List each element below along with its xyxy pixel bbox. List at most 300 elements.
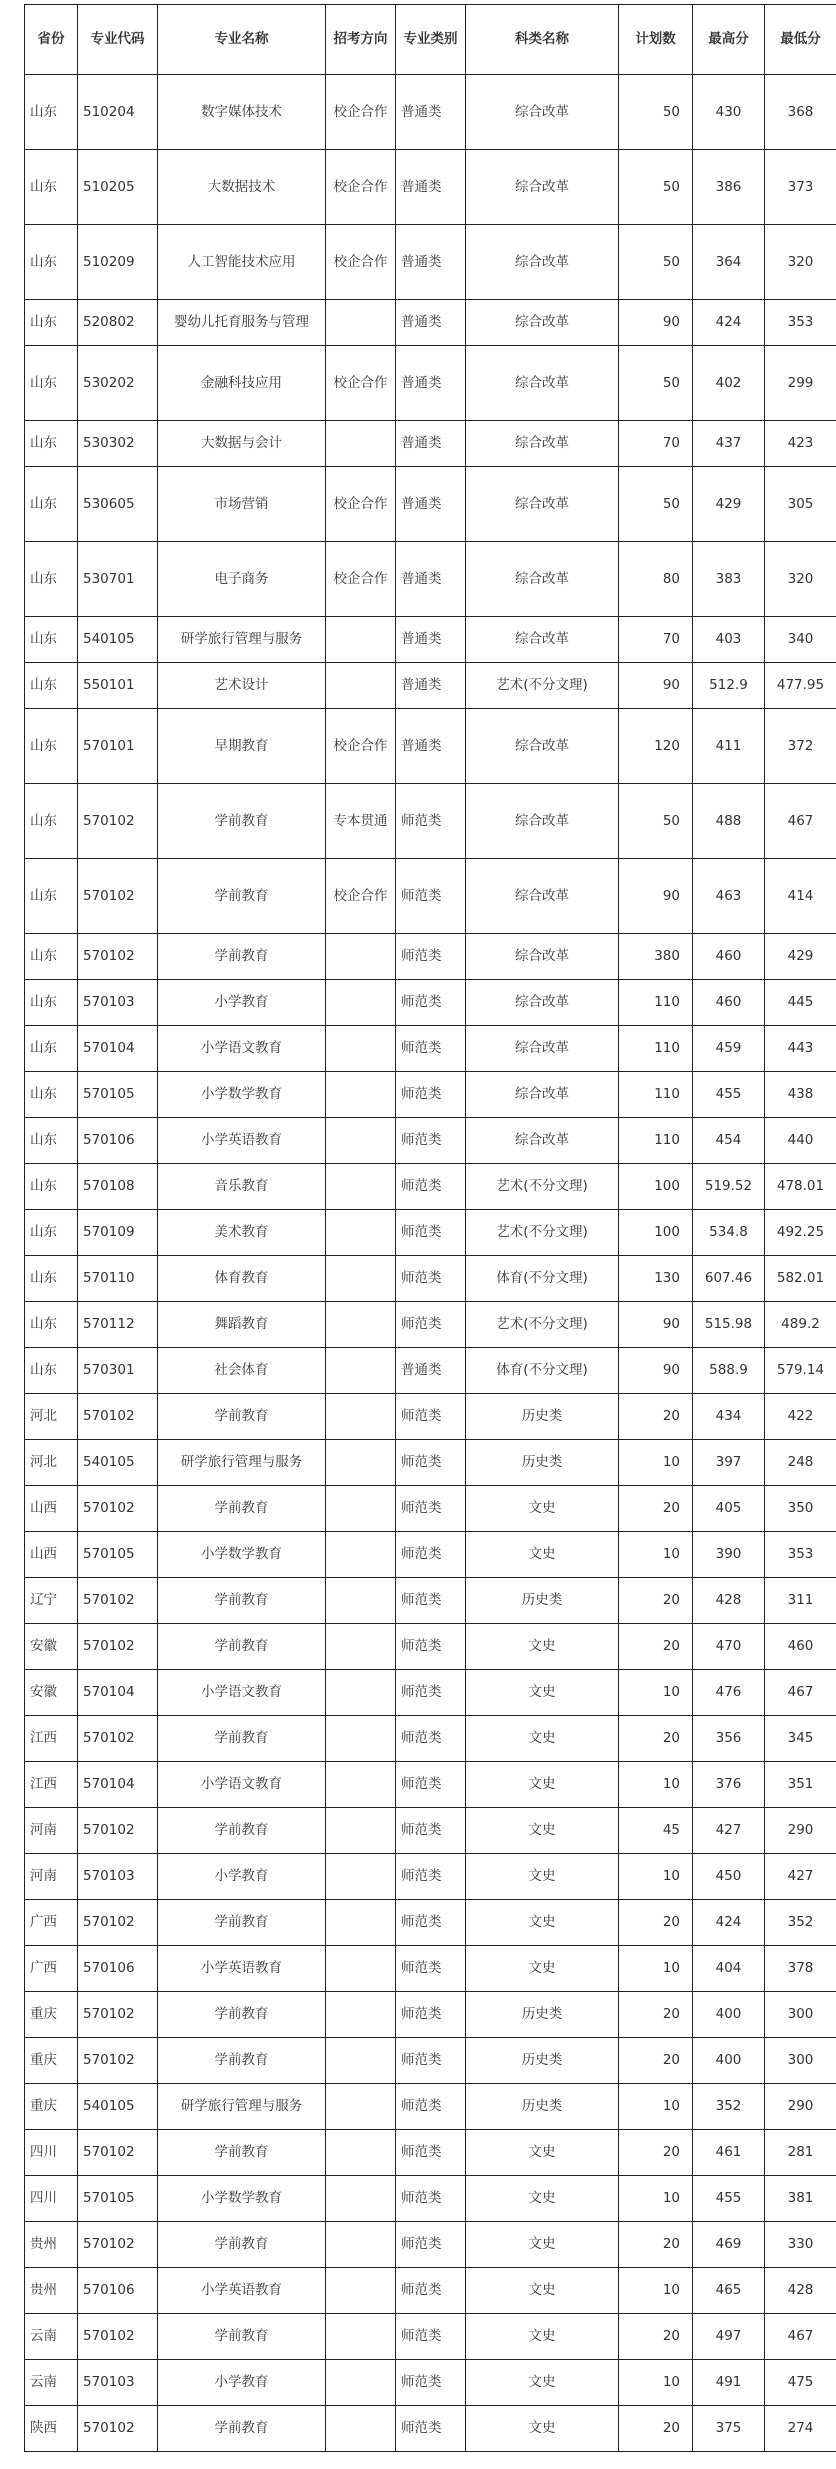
cell-major-code: 570102 (78, 2038, 158, 2084)
cell-major-category: 师范类 (396, 1808, 466, 1854)
cell-major-category: 师范类 (396, 1210, 466, 1256)
cell-major-name: 小学教育 (158, 980, 326, 1026)
cell-province: 广西 (25, 1900, 78, 1946)
cell-province: 河南 (25, 1854, 78, 1900)
cell-major-code: 570112 (78, 1302, 158, 1348)
cell-min-score: 274 (765, 2406, 836, 2452)
cell-admission-direction: 校企合作 (326, 709, 396, 784)
cell-major-name: 早期教育 (158, 709, 326, 784)
cell-province: 贵州 (25, 2222, 78, 2268)
cell-admission-direction (326, 300, 396, 346)
cell-major-code: 570102 (78, 1808, 158, 1854)
cell-major-category: 师范类 (396, 1440, 466, 1486)
cell-major-name: 学前教育 (158, 934, 326, 980)
table-row (25, 2222, 836, 2268)
cell-major-category: 普通类 (396, 150, 466, 225)
cell-min-score: 477.95 (765, 663, 836, 709)
cell-province: 河北 (25, 1440, 78, 1486)
cell-admission-direction (326, 1118, 396, 1164)
cell-subject-category: 文史 (466, 1716, 619, 1762)
cell-min-score: 492.25 (765, 1210, 836, 1256)
cell-min-score: 378 (765, 1946, 836, 1992)
cell-max-score: 455 (693, 1072, 765, 1118)
cell-major-code: 570102 (78, 2222, 158, 2268)
cell-province: 山东 (25, 225, 78, 300)
cell-plan-count: 100 (619, 1210, 693, 1256)
cell-major-code: 570102 (78, 1578, 158, 1624)
header-admission-direction: 招考方向 (326, 5, 396, 75)
cell-admission-direction (326, 1808, 396, 1854)
cell-max-score: 375 (693, 2406, 765, 2452)
cell-province: 山东 (25, 784, 78, 859)
cell-major-name: 学前教育 (158, 784, 326, 859)
cell-major-category: 普通类 (396, 542, 466, 617)
cell-major-name: 学前教育 (158, 1808, 326, 1854)
table-row (25, 421, 836, 467)
cell-major-category: 普通类 (396, 225, 466, 300)
table-row (25, 225, 836, 300)
cell-province: 山西 (25, 1486, 78, 1532)
cell-plan-count: 70 (619, 617, 693, 663)
cell-province: 山东 (25, 421, 78, 467)
cell-major-code: 570104 (78, 1670, 158, 1716)
cell-province: 山东 (25, 980, 78, 1026)
cell-subject-category: 文史 (466, 1624, 619, 1670)
cell-admission-direction: 校企合作 (326, 225, 396, 300)
cell-subject-category: 文史 (466, 2268, 619, 2314)
cell-subject-category: 综合改革 (466, 542, 619, 617)
cell-plan-count: 20 (619, 2038, 693, 2084)
cell-admission-direction (326, 1164, 396, 1210)
cell-major-category: 师范类 (396, 1762, 466, 1808)
cell-province: 山东 (25, 617, 78, 663)
cell-major-category: 师范类 (396, 1118, 466, 1164)
cell-max-score: 512.9 (693, 663, 765, 709)
cell-major-name: 音乐教育 (158, 1164, 326, 1210)
cell-plan-count: 50 (619, 467, 693, 542)
cell-major-category: 师范类 (396, 859, 466, 934)
cell-max-score: 402 (693, 346, 765, 421)
cell-major-code: 570301 (78, 1348, 158, 1394)
cell-max-score: 491 (693, 2360, 765, 2406)
cell-province: 广西 (25, 1946, 78, 1992)
table-row (25, 784, 836, 859)
cell-admission-direction (326, 1440, 396, 1486)
cell-min-score: 305 (765, 467, 836, 542)
cell-max-score: 460 (693, 980, 765, 1026)
cell-min-score: 467 (765, 1670, 836, 1716)
cell-major-category: 师范类 (396, 1716, 466, 1762)
cell-plan-count: 50 (619, 150, 693, 225)
cell-max-score: 534.8 (693, 1210, 765, 1256)
cell-province: 四川 (25, 2130, 78, 2176)
cell-plan-count: 20 (619, 1992, 693, 2038)
cell-plan-count: 90 (619, 1348, 693, 1394)
cell-major-code: 570109 (78, 1210, 158, 1256)
cell-admission-direction (326, 1532, 396, 1578)
cell-major-code: 570102 (78, 1486, 158, 1532)
cell-subject-category: 综合改革 (466, 346, 619, 421)
table-row (25, 1394, 836, 1440)
table-row (25, 1348, 836, 1394)
cell-admission-direction (326, 421, 396, 467)
cell-plan-count: 20 (619, 2222, 693, 2268)
cell-major-name: 学前教育 (158, 2406, 326, 2452)
cell-major-name: 小学教育 (158, 2360, 326, 2406)
cell-admission-direction (326, 1302, 396, 1348)
cell-subject-category: 综合改革 (466, 1072, 619, 1118)
cell-major-code: 550101 (78, 663, 158, 709)
cell-major-name: 小学教育 (158, 1854, 326, 1900)
table-row (25, 2314, 836, 2360)
cell-max-score: 434 (693, 1394, 765, 1440)
cell-max-score: 352 (693, 2084, 765, 2130)
table-row (25, 542, 836, 617)
cell-major-category: 普通类 (396, 617, 466, 663)
cell-subject-category: 综合改革 (466, 859, 619, 934)
cell-max-score: 455 (693, 2176, 765, 2222)
cell-plan-count: 10 (619, 2268, 693, 2314)
cell-subject-category: 历史类 (466, 2084, 619, 2130)
cell-min-score: 330 (765, 2222, 836, 2268)
cell-admission-direction (326, 1716, 396, 1762)
cell-major-code: 570106 (78, 2268, 158, 2314)
cell-major-category: 普通类 (396, 467, 466, 542)
table-row (25, 1946, 836, 1992)
cell-admission-direction (326, 617, 396, 663)
cell-major-name: 数字媒体技术 (158, 75, 326, 150)
cell-max-score: 461 (693, 2130, 765, 2176)
cell-major-category: 普通类 (396, 421, 466, 467)
cell-plan-count: 90 (619, 859, 693, 934)
cell-subject-category: 历史类 (466, 1394, 619, 1440)
cell-subject-category: 文史 (466, 2130, 619, 2176)
cell-province: 山东 (25, 75, 78, 150)
cell-subject-category: 文史 (466, 2360, 619, 2406)
cell-province: 重庆 (25, 2084, 78, 2130)
table-row (25, 1302, 836, 1348)
cell-admission-direction (326, 2084, 396, 2130)
cell-subject-category: 综合改革 (466, 617, 619, 663)
cell-province: 云南 (25, 2314, 78, 2360)
table-row (25, 1072, 836, 1118)
cell-subject-category: 综合改革 (466, 150, 619, 225)
cell-max-score: 430 (693, 75, 765, 150)
cell-subject-category: 文史 (466, 2314, 619, 2360)
cell-admission-direction (326, 2038, 396, 2084)
cell-max-score: 405 (693, 1486, 765, 1532)
cell-max-score: 454 (693, 1118, 765, 1164)
cell-min-score: 340 (765, 617, 836, 663)
cell-min-score: 300 (765, 1992, 836, 2038)
cell-subject-category: 文史 (466, 1808, 619, 1854)
cell-subject-category: 历史类 (466, 2038, 619, 2084)
cell-max-score: 588.9 (693, 1348, 765, 1394)
cell-min-score: 320 (765, 542, 836, 617)
table-row (25, 1118, 836, 1164)
cell-province: 辽宁 (25, 1578, 78, 1624)
table-row (25, 1486, 836, 1532)
cell-min-score: 345 (765, 1716, 836, 1762)
cell-major-category: 师范类 (396, 1302, 466, 1348)
cell-plan-count: 20 (619, 2314, 693, 2360)
cell-province: 江西 (25, 1716, 78, 1762)
cell-province: 山东 (25, 859, 78, 934)
cell-plan-count: 110 (619, 1072, 693, 1118)
cell-min-score: 373 (765, 150, 836, 225)
cell-province: 山西 (25, 1532, 78, 1578)
cell-subject-category: 历史类 (466, 1578, 619, 1624)
cell-admission-direction: 校企合作 (326, 542, 396, 617)
cell-province: 山东 (25, 1210, 78, 1256)
cell-major-code: 570102 (78, 859, 158, 934)
cell-province: 山东 (25, 300, 78, 346)
table-row (25, 1440, 836, 1486)
cell-plan-count: 10 (619, 2176, 693, 2222)
cell-subject-category: 文史 (466, 1762, 619, 1808)
cell-min-score: 438 (765, 1072, 836, 1118)
table-row (25, 1716, 836, 1762)
cell-major-name: 小学英语教育 (158, 2268, 326, 2314)
cell-major-name: 学前教育 (158, 1992, 326, 2038)
cell-province: 山东 (25, 1164, 78, 1210)
cell-min-score: 381 (765, 2176, 836, 2222)
cell-province: 安徽 (25, 1670, 78, 1716)
cell-province: 山东 (25, 542, 78, 617)
cell-major-category: 师范类 (396, 2038, 466, 2084)
cell-major-name: 学前教育 (158, 1486, 326, 1532)
cell-min-score: 460 (765, 1624, 836, 1670)
cell-major-name: 学前教育 (158, 859, 326, 934)
admission-table-container (24, 4, 836, 2452)
cell-subject-category: 体育(不分文理) (466, 1256, 619, 1302)
cell-major-category: 师范类 (396, 1026, 466, 1072)
table-row (25, 1992, 836, 2038)
cell-admission-direction: 校企合作 (326, 346, 396, 421)
cell-subject-category: 综合改革 (466, 75, 619, 150)
cell-plan-count: 90 (619, 663, 693, 709)
cell-plan-count: 20 (619, 1578, 693, 1624)
cell-major-category: 普通类 (396, 663, 466, 709)
cell-max-score: 400 (693, 2038, 765, 2084)
cell-major-name: 学前教育 (158, 2038, 326, 2084)
cell-subject-category: 文史 (466, 2406, 619, 2452)
cell-major-category: 师范类 (396, 2360, 466, 2406)
cell-major-code: 540105 (78, 2084, 158, 2130)
cell-province: 山东 (25, 1256, 78, 1302)
cell-major-name: 学前教育 (158, 1716, 326, 1762)
cell-province: 陕西 (25, 2406, 78, 2452)
cell-admission-direction: 专本贯通 (326, 784, 396, 859)
cell-subject-category: 历史类 (466, 1992, 619, 2038)
cell-plan-count: 10 (619, 1946, 693, 1992)
cell-max-score: 364 (693, 225, 765, 300)
table-row (25, 2406, 836, 2452)
cell-province: 山东 (25, 709, 78, 784)
table-row (25, 1762, 836, 1808)
cell-max-score: 376 (693, 1762, 765, 1808)
cell-major-code: 570110 (78, 1256, 158, 1302)
cell-admission-direction (326, 1900, 396, 1946)
cell-major-name: 学前教育 (158, 1578, 326, 1624)
cell-province: 江西 (25, 1762, 78, 1808)
header-major-category: 专业类别 (396, 5, 466, 75)
cell-major-code: 520802 (78, 300, 158, 346)
cell-major-name: 学前教育 (158, 2130, 326, 2176)
cell-max-score: 424 (693, 1900, 765, 1946)
table-row (25, 709, 836, 784)
cell-min-score: 350 (765, 1486, 836, 1532)
cell-min-score: 300 (765, 2038, 836, 2084)
cell-max-score: 386 (693, 150, 765, 225)
cell-major-category: 师范类 (396, 980, 466, 1026)
cell-min-score: 429 (765, 934, 836, 980)
cell-major-category: 师范类 (396, 784, 466, 859)
cell-min-score: 440 (765, 1118, 836, 1164)
cell-min-score: 478.01 (765, 1164, 836, 1210)
table-row (25, 617, 836, 663)
cell-major-code: 570102 (78, 784, 158, 859)
cell-admission-direction (326, 1670, 396, 1716)
cell-plan-count: 100 (619, 1164, 693, 1210)
cell-admission-direction (326, 2406, 396, 2452)
cell-max-score: 429 (693, 467, 765, 542)
cell-max-score: 469 (693, 2222, 765, 2268)
cell-major-name: 小学语文教育 (158, 1670, 326, 1716)
cell-province: 山东 (25, 1118, 78, 1164)
cell-subject-category: 文史 (466, 1670, 619, 1716)
table-row (25, 2038, 836, 2084)
table-row (25, 150, 836, 225)
cell-major-code: 510209 (78, 225, 158, 300)
header-subject-category: 科类名称 (466, 5, 619, 75)
cell-major-category: 师范类 (396, 2268, 466, 2314)
cell-major-category: 师范类 (396, 1486, 466, 1532)
cell-major-name: 学前教育 (158, 2314, 326, 2360)
cell-subject-category: 综合改革 (466, 467, 619, 542)
table-row (25, 1026, 836, 1072)
cell-subject-category: 综合改革 (466, 1026, 619, 1072)
cell-major-code: 510205 (78, 150, 158, 225)
cell-major-name: 研学旅行管理与服务 (158, 2084, 326, 2130)
header-plan-count: 计划数 (619, 5, 693, 75)
cell-major-name: 小学英语教育 (158, 1118, 326, 1164)
cell-major-code: 530202 (78, 346, 158, 421)
cell-subject-category: 综合改革 (466, 421, 619, 467)
cell-province: 河北 (25, 1394, 78, 1440)
table-row (25, 1210, 836, 1256)
cell-major-name: 小学数学教育 (158, 1532, 326, 1578)
cell-major-category: 师范类 (396, 2130, 466, 2176)
cell-max-score: 488 (693, 784, 765, 859)
cell-major-category: 师范类 (396, 1992, 466, 2038)
cell-major-category: 师范类 (396, 1532, 466, 1578)
cell-major-name: 舞蹈教育 (158, 1302, 326, 1348)
cell-max-score: 450 (693, 1854, 765, 1900)
cell-subject-category: 综合改革 (466, 225, 619, 300)
table-row (25, 859, 836, 934)
cell-admission-direction (326, 2314, 396, 2360)
cell-admission-direction (326, 2176, 396, 2222)
cell-major-category: 师范类 (396, 2222, 466, 2268)
cell-major-category: 师范类 (396, 1670, 466, 1716)
cell-major-category: 普通类 (396, 1348, 466, 1394)
cell-max-score: 390 (693, 1532, 765, 1578)
cell-major-code: 570102 (78, 2130, 158, 2176)
cell-admission-direction (326, 663, 396, 709)
cell-min-score: 320 (765, 225, 836, 300)
cell-plan-count: 50 (619, 784, 693, 859)
cell-plan-count: 70 (619, 421, 693, 467)
table-row (25, 1624, 836, 1670)
table-body (25, 75, 836, 2452)
table-row (25, 1164, 836, 1210)
cell-admission-direction: 校企合作 (326, 150, 396, 225)
cell-max-score: 460 (693, 934, 765, 980)
cell-plan-count: 10 (619, 1440, 693, 1486)
cell-admission-direction (326, 1946, 396, 1992)
cell-subject-category: 综合改革 (466, 934, 619, 980)
cell-major-name: 金融科技应用 (158, 346, 326, 421)
cell-major-category: 师范类 (396, 1578, 466, 1624)
cell-province: 山东 (25, 1302, 78, 1348)
cell-min-score: 353 (765, 1532, 836, 1578)
cell-major-category: 师范类 (396, 1854, 466, 1900)
cell-major-code: 570104 (78, 1026, 158, 1072)
cell-min-score: 428 (765, 2268, 836, 2314)
cell-plan-count: 20 (619, 1900, 693, 1946)
cell-subject-category: 文史 (466, 1946, 619, 1992)
cell-subject-category: 综合改革 (466, 300, 619, 346)
cell-max-score: 463 (693, 859, 765, 934)
cell-major-category: 师范类 (396, 2084, 466, 2130)
cell-major-name: 体育教育 (158, 1256, 326, 1302)
table-header-row (25, 5, 836, 75)
cell-major-name: 小学语文教育 (158, 1762, 326, 1808)
cell-plan-count: 90 (619, 300, 693, 346)
cell-major-name: 社会体育 (158, 1348, 326, 1394)
cell-major-code: 570102 (78, 1716, 158, 1762)
cell-major-name: 学前教育 (158, 1394, 326, 1440)
cell-province: 山东 (25, 150, 78, 225)
cell-max-score: 459 (693, 1026, 765, 1072)
cell-admission-direction (326, 2130, 396, 2176)
cell-plan-count: 50 (619, 346, 693, 421)
table-row (25, 75, 836, 150)
cell-major-name: 电子商务 (158, 542, 326, 617)
cell-subject-category: 综合改革 (466, 1118, 619, 1164)
cell-major-code: 570108 (78, 1164, 158, 1210)
cell-subject-category: 综合改革 (466, 784, 619, 859)
cell-major-code: 570102 (78, 2314, 158, 2360)
cell-major-name: 大数据技术 (158, 150, 326, 225)
cell-major-category: 普通类 (396, 346, 466, 421)
cell-major-code: 570102 (78, 2406, 158, 2452)
cell-major-code: 530302 (78, 421, 158, 467)
cell-max-score: 607.46 (693, 1256, 765, 1302)
cell-plan-count: 20 (619, 1716, 693, 1762)
cell-subject-category: 文史 (466, 2176, 619, 2222)
cell-max-score: 427 (693, 1808, 765, 1854)
cell-admission-direction: 校企合作 (326, 75, 396, 150)
cell-min-score: 248 (765, 1440, 836, 1486)
cell-min-score: 467 (765, 784, 836, 859)
cell-major-category: 普通类 (396, 709, 466, 784)
cell-plan-count: 110 (619, 1118, 693, 1164)
cell-major-category: 师范类 (396, 1164, 466, 1210)
cell-min-score: 422 (765, 1394, 836, 1440)
cell-province: 山东 (25, 1026, 78, 1072)
